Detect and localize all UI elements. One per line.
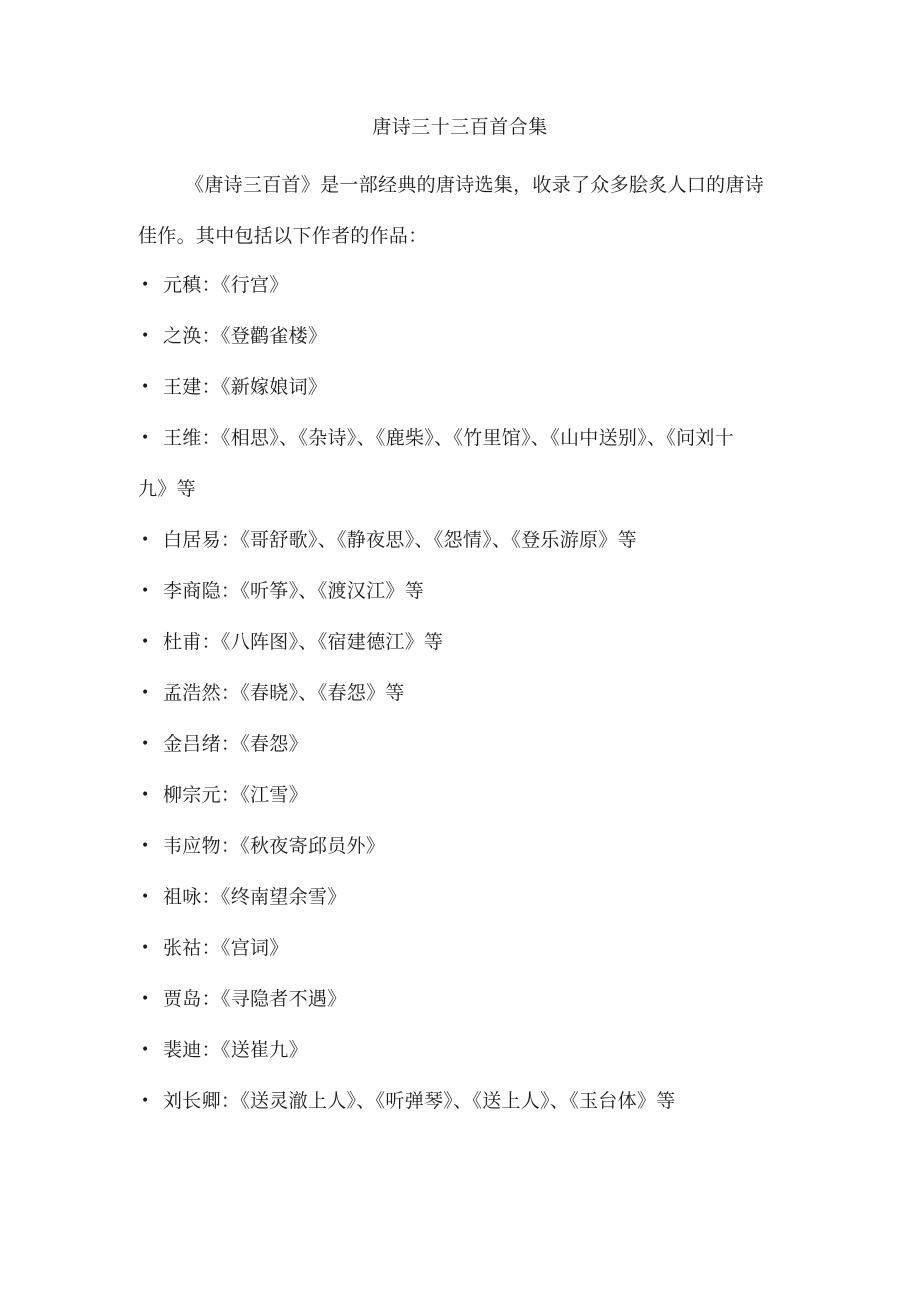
- list-item: [0, 515, 763, 566]
- list-item-text: 杜甫：《八阵图》、《宿建德江》等: [163, 631, 444, 653]
- list-item: [0, 719, 763, 770]
- bullet-icon: •: [141, 532, 150, 548]
- bullet-icon: •: [141, 277, 150, 293]
- list-item-text: 裴迪：《送崔九》: [163, 1039, 308, 1061]
- list-item-text: 张祜：《宫词》: [163, 937, 289, 959]
- list-item: [0, 974, 763, 1025]
- list-item: [0, 362, 763, 413]
- bullet-icon: •: [141, 328, 150, 344]
- list-item: [0, 923, 763, 974]
- list-item-text: 金吕绪：《春怨》: [163, 733, 308, 755]
- bullet-icon: •: [141, 787, 150, 803]
- list-item-text: 白居易：《哥舒歌》、《静夜思》、《怨情》、《登乐游原》等: [163, 529, 637, 551]
- list-item: [0, 821, 763, 872]
- list-item-text: 柳宗元：《江雪》: [163, 784, 308, 806]
- bullet-icon: •: [141, 838, 150, 854]
- bullet-icon: •: [141, 736, 150, 752]
- list-item-text: 之涣：《登鹳雀楼》: [163, 325, 328, 347]
- list-item-text: 韦应物：《秋夜寄邱员外》: [163, 835, 386, 857]
- list-item: [0, 617, 763, 668]
- list-item: [0, 668, 763, 719]
- author-list: [0, 260, 920, 1127]
- bullet-icon: •: [141, 430, 150, 446]
- list-item: [0, 260, 763, 311]
- list-item: [138, 413, 750, 515]
- bullet-icon: •: [141, 991, 150, 1007]
- list-item: [138, 1076, 750, 1127]
- list-item-text: 孟浩然：《春晓》、《春怨》等: [163, 682, 405, 704]
- bullet-icon: •: [141, 583, 150, 599]
- bullet-icon: •: [141, 634, 150, 650]
- list-item-text: 李商隐：《听筝》、《渡汉江》等: [163, 580, 425, 602]
- bullet-icon: •: [141, 889, 150, 905]
- bullet-icon: •: [141, 379, 150, 395]
- list-item-text: 刘长卿：《送灵澈上人》、《听弹琴》、《送上人》、《玉台体》等: [163, 1090, 676, 1112]
- bullet-icon: •: [141, 940, 150, 956]
- list-item-text: 元稹：《行宫》: [163, 274, 289, 296]
- document-title: 唐诗三十三百首合集: [372, 116, 548, 138]
- list-item-text: 王建：《新嫁娘词》: [163, 376, 328, 398]
- intro-paragraph: 《唐诗三百首》是一部经典的唐诗选集，收录了众多脍炙人口的唐诗佳作。其中包括以下作者的作品：: [138, 174, 765, 247]
- list-item-text: 贾岛：《寻隐者不遇》: [163, 988, 347, 1010]
- bullet-icon: •: [141, 1093, 150, 1109]
- list-item: [0, 770, 763, 821]
- list-item: [0, 872, 763, 923]
- list-item: [0, 566, 763, 617]
- list-item: [0, 1025, 763, 1076]
- list-item-text: 王维：《相思》、《杂诗》、《鹿柴》、《竹里馆》、《山中送别》、《问刘十九》等: [138, 427, 735, 500]
- list-item-text: 祖咏：《终南望余雪》: [163, 886, 347, 908]
- list-item: [0, 311, 763, 362]
- bullet-icon: •: [141, 1042, 150, 1058]
- bullet-icon: •: [141, 685, 150, 701]
